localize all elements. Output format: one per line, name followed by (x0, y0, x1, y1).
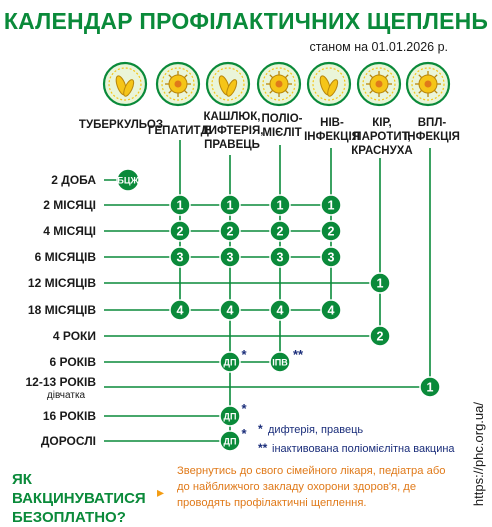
dose-label: 4 (276, 303, 284, 318)
dose-label: 3 (176, 250, 184, 265)
dose-label: 2 (376, 329, 384, 344)
disease-label-hpv: ІНФЕКЦІЯ (404, 131, 460, 143)
virus-mmr-icon (358, 63, 400, 105)
dose-label: 1 (426, 380, 434, 395)
dose-footnote-mark: * (241, 347, 247, 362)
disease-label-mmr: КІР, (372, 117, 392, 129)
dose-footnote-mark: ** (292, 347, 304, 362)
virus-hpv-icon (407, 63, 449, 105)
virus-hepatitis-icon (157, 63, 199, 105)
age-sublabel: дівчатка (46, 390, 86, 401)
dose-label: 4 (327, 303, 335, 318)
dose-footnote-mark: * (241, 401, 247, 416)
dose-label: 2 (276, 224, 284, 239)
dose-label: ДП (223, 357, 237, 368)
age-label: 18 МІСЯЦІВ (27, 303, 96, 317)
note-text: інактивована поліомієлітна вакцина (272, 443, 455, 455)
dose-label: 2 (176, 224, 184, 239)
dose-label: ІПВ (272, 357, 288, 368)
virus-polio-icon (258, 63, 300, 105)
bacteria-rod-icon (104, 63, 146, 105)
age-label: 4 РОКИ (52, 329, 96, 343)
disease-label-hepb: ГЕПАТИТ В (147, 125, 213, 137)
age-label: 2 МІСЯЦІ (43, 198, 96, 212)
dose-footnote-mark: * (241, 426, 247, 441)
page-title: КАЛЕНДАР ПРОФІЛАКТИЧНИХ ЩЕПЛЕНЬ (3, 8, 489, 34)
disease-label-hib: ІНФЕКЦІЯ (304, 131, 360, 143)
dose-label: 1 (176, 198, 184, 213)
disease-label-polio: МІЄЛІТ (262, 127, 302, 139)
bacteria-cluster-icon (207, 63, 249, 105)
arrow-icon: ▸ (157, 484, 165, 500)
dose-label: 3 (276, 250, 284, 265)
disease-label-mmr: ПАРОТИТ, (353, 131, 411, 143)
dose-label: 4 (226, 303, 234, 318)
dose-label: ДП (223, 411, 237, 422)
dose-label: 1 (226, 198, 234, 213)
age-label: 6 РОКІВ (49, 355, 96, 369)
disease-label-dtp: КАШЛЮК, (203, 111, 261, 123)
disease-label-dtp: ДИФТЕРІЯ, (200, 125, 264, 137)
disease-label-hib: НІВ- (320, 117, 344, 129)
disease-label-dtp: ПРАВЕЦЬ (204, 139, 260, 151)
age-label: 16 РОКІВ (42, 409, 96, 423)
disease-label-hpv: ВПЛ- (417, 117, 447, 129)
dose-label: 4 (176, 303, 184, 318)
age-label: 12 МІСЯЦІВ (27, 276, 96, 290)
bacteria-hib-icon (308, 63, 350, 105)
dose-label: ДП (223, 436, 237, 447)
disease-label-mmr: КРАСНУХА (351, 145, 413, 157)
footer-question: ЯК ВАКЦИНУВАТИСЯ БЕЗОПЛАТНО? (12, 471, 146, 526)
dose-label: 1 (327, 198, 335, 213)
dose-label: 2 (327, 224, 335, 239)
dose-label: 3 (226, 250, 234, 265)
age-label: 4 МІСЯЦІ (43, 224, 96, 238)
footer-instructions: Звернутись до свого сімейного лікаря, педіатра або до найближчого закладу охорони здоров'я, де проводять профілактичні щеплення. (177, 465, 446, 509)
age-label: 2 ДОБА (51, 173, 96, 187)
website-url[interactable]: https://phc.org.ua/ (471, 402, 486, 507)
note-mark: * (258, 422, 263, 436)
dose-label: БЦЖ (117, 175, 139, 186)
age-label: 12-13 РОКІВ (25, 375, 96, 389)
dose-label: 2 (226, 224, 234, 239)
as-of-date: станом на 01.01.2026 р. (309, 40, 448, 54)
disease-label-tb: ТУБЕРКУЛЬОЗ (78, 119, 164, 131)
age-label: ДОРОСЛІ (40, 434, 96, 448)
dose-label: 1 (276, 198, 284, 213)
dose-label: 3 (327, 250, 335, 265)
disease-label-polio: ПОЛІО- (261, 113, 303, 125)
note-mark: ** (258, 441, 268, 455)
age-label: 6 МІСЯЦІВ (34, 250, 96, 264)
note-text: дифтерія, правець (268, 424, 364, 436)
dose-label: 1 (376, 276, 384, 291)
